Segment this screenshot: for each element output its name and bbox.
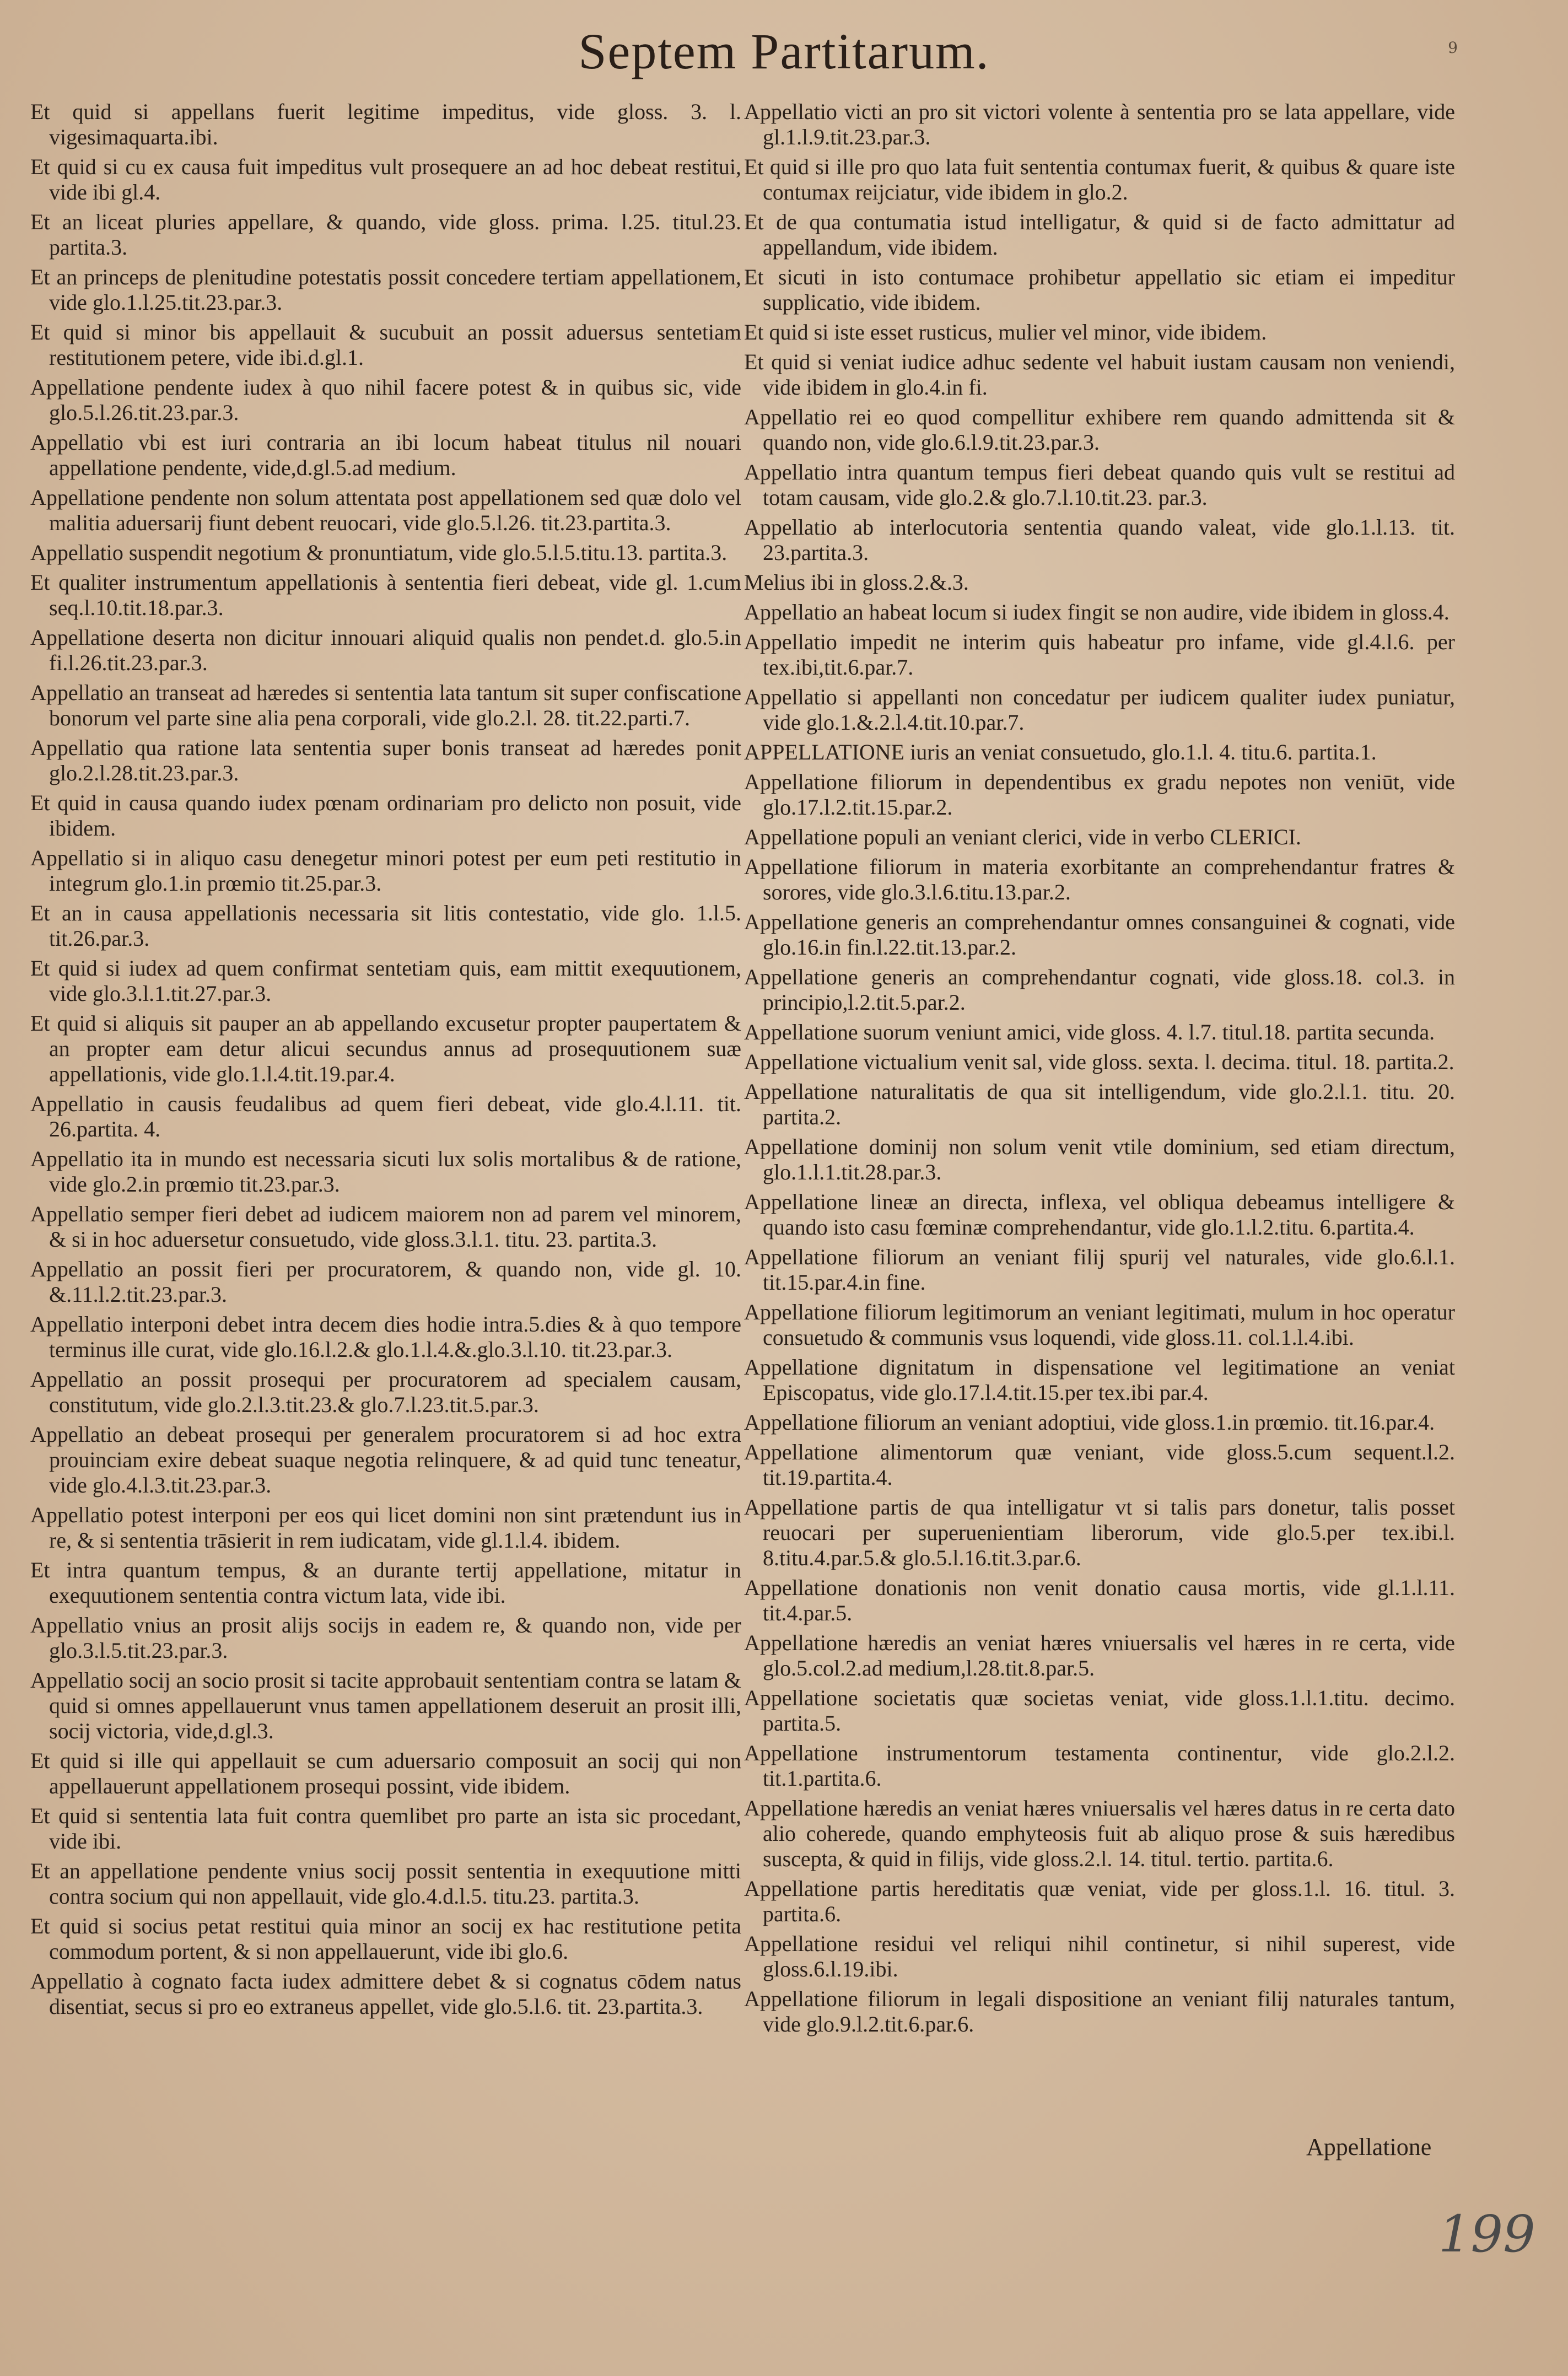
index-entry: Appellatione hæredis an veniat hæres vniuersalis vel hæres datus in re certa dato alio coherede, quando emphyteosis fuit ab aliquo prose & suis hæredibus suscepta, & quid in filijs, vide gloss.2.l. 14. titul. tertio. partita.6.: [744, 1796, 1455, 1871]
index-entry: Appellatione suorum veniunt amici, vide gloss. 4. l.7. titul.18. partita secunda.: [744, 1020, 1435, 1044]
index-entry: Et sicuti in isto contumace prohibetur appellatio sic etiam ei impeditur supplicatio, vide ibidem.: [744, 265, 1455, 315]
index-entry: Appellatio socij an socio prosit si tacite approbauit sententiam contra se latam & quid si omnes appellauerunt vnus tamen appellationem deseruit an prosit illi, socij victoria, vide,d.gl.3.: [30, 1668, 741, 1743]
index-entry: Et quid si ille qui appellauit se cum aduersario composuit an socij qui non appellauerunt appellationem prosequi possint, vide ibidem.: [30, 1748, 741, 1798]
index-entry: Appellatione societatis quæ societas veniat, vide gloss.1.l.1.titu. decimo. partita.5.: [744, 1685, 1455, 1736]
index-entry: Appellatio potest interponi per eos qui licet domini non sint prætendunt ius in re, & si sententia trāsierit in rem iudicatam, vide gl.1.l.4. ibidem.: [30, 1502, 741, 1553]
index-entry: Et quid si cu ex causa fuit impeditus vult prosequere an ad hoc debeat restitui, vide ibi gl.4.: [30, 154, 741, 204]
index-entry: Appellatio vbi est iuri contraria an ibi locum habeat titulus nil nouari appellatione pendente, vide,d.gl.5.ad medium.: [30, 430, 741, 480]
catchword: Appellatione: [1306, 2133, 1432, 2161]
index-entry: Appellatione filiorum in materia exorbitante an comprehendantur fratres & sorores, vide glo.3.l.6.titu.13.par.2.: [744, 854, 1455, 904]
index-entry: Et quid si sententia lata fuit contra quemlibet pro parte an ista sic procedant, vide ibi.: [30, 1803, 741, 1854]
index-entry: Appellatio semper fieri debet ad iudicem maiorem non ad parem vel minorem, & si in hoc aduersetur consuetudo, vide gloss.3.l.1. titu. 23. partita.3.: [30, 1202, 741, 1252]
index-entry: Appellatio an habeat locum si iudex fingit se non audire, vide ibidem in gloss.4.: [744, 600, 1450, 624]
index-entry: Appellatione lineæ an directa, inflexa, vel obliqua debeamus intelligere & quando isto casu fœminæ comprehendantur, vide glo.1.l.2.titu. 6.partita.4.: [744, 1189, 1455, 1240]
index-entry: Appellatio qua ratione lata sententia super bonis transeat ad hæredes ponit glo.2.l.28.tit.23.par.3.: [30, 735, 741, 785]
index-entry: Appellatione filiorum legitimorum an veniant legitimati, mulum in hoc operatur consuetudo & communis vsus loquendi, vide gloss.11. col.1.l.4.ibi.: [744, 1300, 1455, 1350]
index-entry: Appellatione filiorum an veniant adoptiui, vide gloss.1.in prœmio. tit.16.par.4.: [744, 1410, 1435, 1435]
index-entry: Appellatio an transeat ad hæredes si sententia lata tantum sit super confiscatione bonorum vel parte sine alia pena corporali, vide glo.2.l. 28. tit.22.parti.7.: [30, 680, 741, 730]
page-title: Septem Partitarum.: [578, 23, 990, 79]
index-entry: Appellatio si in aliquo casu denegetur minori potest per eum peti restitutio in integrum glo.1.in prœmio tit.25.par.3.: [30, 845, 741, 896]
index-entry: Appellatio an possit prosequi per procuratorem ad specialem causam, constitutum, vide glo.2.l.3.tit.23.& glo.7.l.23.tit.5.par.3.: [30, 1367, 741, 1417]
index-entry: Et quid si iste esset rusticus, mulier vel minor, vide ibidem.: [744, 320, 1267, 344]
right-column: [744, 99, 1455, 2041]
index-entry: Et an appellatione pendente vnius socij possit sententia in exequutione mitti contra socium qui non appellauit, vide glo.4.d.l.5. titu.23. partita.3.: [30, 1858, 741, 1909]
index-entry: Appellatione dignitatum in dispensatione vel legitimatione an veniat Episcopatus, vide glo.17.l.4.tit.15.per tex.ibi par.4.: [744, 1355, 1455, 1405]
index-entry: Appellatio à cognato facta iudex admittere debet & si cognatus cōdem natus disentiat, secus si pro eo extraneus appellet, vide glo.5.l.6. tit. 23.partita.3.: [30, 1969, 741, 2019]
index-entry: Et an liceat pluries appellare, & quando, vide gloss. prima. l.25. titul.23. partita.3.: [30, 209, 741, 260]
index-entry: Appellatione populi an veniant clerici, vide in verbo CLERICI.: [744, 825, 1301, 849]
index-entry: Appellatione pendente non solum attentata post appellationem sed quæ dolo vel malitia aduersarij fiunt debent reuocari, vide glo.5.l.26. tit.23.partita.3.: [30, 485, 741, 535]
index-entry: Et quid si socius petat restitui quia minor an socij ex hac restitutione petita commodum portent, & si non appellauerunt, vide ibi glo.6.: [30, 1914, 741, 1964]
index-entry: Et quid si aliquis sit pauper an ab appellando excusetur propter paupertatem & an propter eam detur alicui secundus annus ad prosequutionem suæ appellationis, vide glo.1.l.4.tit.19.par.4.: [30, 1011, 741, 1086]
folio-number: 199: [1438, 2205, 1535, 2264]
index-entry: Et quid si iudex ad quem confirmat sentetiam quis, eam mittit exequutionem, vide glo.3.l.1.tit.27.par.3.: [30, 956, 741, 1006]
index-entry: Appellatione instrumentorum testamenta continentur, vide glo.2.l.2. tit.1.partita.6.: [744, 1741, 1455, 1791]
index-entry: Et quid si veniat iudice adhuc sedente vel habuit iustam causam non veniendi, vide ibidem in glo.4.in fi.: [744, 349, 1455, 400]
left-column: [30, 99, 741, 2024]
index-entry: Appellatione generis an comprehendantur cognati, vide gloss.18. col.3. in principio,l.2.tit.5.par.2.: [744, 965, 1455, 1015]
index-entry: Appellatio impedit ne interim quis habeatur pro infame, vide gl.4.l.6. per tex.ibi,tit.6.par.7.: [744, 629, 1455, 680]
index-entry: Et an in causa appellationis necessaria sit litis contestatio, vide glo. 1.l.5. tit.26.par.3.: [30, 901, 741, 951]
index-entry: Appellatio an debeat prosequi per generalem procuratorem si ad hoc extra prouinciam exire debeat suaque negotia relinquere, & ad quid tunc teneatur, vide glo.4.l.3.tit.23.par.3.: [30, 1422, 741, 1497]
index-entry: Appellatione pendente iudex à quo nihil facere potest & in quibus sic, vide glo.5.l.26.tit.23.par.3.: [30, 375, 741, 425]
index-entry: Et quid si ille pro quo lata fuit sententia contumax fuerit, & quibus & quare iste contumax reijciatur, vide ibidem in glo.2.: [744, 154, 1455, 204]
index-entry: Appellatione generis an comprehendantur omnes consanguinei & cognati, vide glo.16.in fin.l.22.tit.13.par.2.: [744, 909, 1455, 960]
index-entry: Et an princeps de plenitudine potestatis possit concedere tertiam appellationem, vide glo.1.l.25.tit.23.par.3.: [30, 265, 741, 315]
index-entry: Melius ibi in gloss.2.&.3.: [744, 570, 969, 595]
index-entry: Appellatione naturalitatis de qua sit intelligendum, vide glo.2.l.1. titu. 20. partita.2.: [744, 1079, 1455, 1129]
index-entry: Appellatio ita in mundo est necessaria sicuti lux solis mortalibus & de ratione, vide glo.2.in prœmio tit.23.par.3.: [30, 1146, 741, 1197]
index-entry: Appellatione donationis non venit donatio causa mortis, vide gl.1.l.11. tit.4.par.5.: [744, 1575, 1455, 1625]
index-entry: Et qualiter instrumentum appellationis à sententia fieri debeat, vide gl. 1.cum seq.l.10.tit.18.par.3.: [30, 570, 741, 620]
index-entry: Appellatione partis de qua intelligatur vt si talis pars donetur, talis posset reuocari per superuenientiam liberorum, vide glo.5.per tex.ibi.l. 8.titu.4.par.5.& glo.5.l.16.tit.3.par.6.: [744, 1495, 1455, 1570]
index-entry: Et quid si appellans fuerit legitime impeditus, vide gloss. 3. l. vigesimaquarta.ibi.: [30, 99, 741, 149]
index-entry: Appellatione hæredis an veniat hæres vniuersalis vel hæres in re certa, vide glo.5.col.2.ad medium,l.28.tit.8.par.5.: [744, 1630, 1455, 1680]
index-entry: Appellatione filiorum in dependentibus ex gradu nepotes non veniūt, vide glo.17.l.2.tit.15.par.2.: [744, 769, 1455, 820]
index-entry: Et de qua contumatia istud intelligatur, & quid si de facto admittatur ad appellandum, vide ibidem.: [744, 209, 1455, 260]
index-entry: Appellatione dominij non solum venit vtile dominium, sed etiam directum, glo.1.l.1.tit.28.par.3.: [744, 1134, 1455, 1184]
index-entry: APPELLATIONE iuris an veniat consuetudo, glo.1.l. 4. titu.6. partita.1.: [744, 740, 1377, 764]
index-entry: Appellatione victualium venit sal, vide gloss. sexta. l. decima. titul. 18. partita.2.: [744, 1049, 1454, 1074]
index-entry: Appellatio vnius an prosit alijs socijs in eadem re, & quando non, vide per glo.3.l.5.tit.23.par.3.: [30, 1613, 741, 1663]
index-entry: Et quid in causa quando iudex pœnam ordinariam pro delicto non posuit, vide ibidem.: [30, 790, 741, 841]
index-entry: Appellatio in causis feudalibus ad quem fieri debeat, vide glo.4.l.11. tit. 26.partita. 4.: [30, 1091, 741, 1141]
index-entry: Appellatio interponi debet intra decem dies hodie intra.5.dies & à quo tempore terminus ille curat, vide glo.16.l.2.& glo.1.l.4.&.glo.3.l.10. tit.23.par.3.: [30, 1312, 741, 1362]
index-entry: Appellatio suspendit negotium & pronuntiatum, vide glo.5.l.5.titu.13. partita.3.: [30, 540, 728, 565]
index-entry: Appellatio rei eo quod compellitur exhibere rem quando admittenda sit & quando non, vide glo.6.l.9.tit.23.par.3.: [744, 405, 1455, 455]
corner-mark: 9: [1448, 39, 1458, 57]
index-entry: Appellatione filiorum an veniant filij spurij vel naturales, vide glo.6.l.1. tit.15.par.4.in fine.: [744, 1244, 1455, 1295]
index-entry: Appellatione filiorum in legali dispositione an veniant filij naturales tantum, vide glo.9.l.2.tit.6.par.6.: [744, 1986, 1455, 2036]
index-entry: Appellatione partis hereditatis quæ veniat, vide per gloss.1.l. 16. titul. 3. partita.6.: [744, 1876, 1455, 1926]
index-entry: Appellatione residui vel reliqui nihil continetur, si nihil superest, vide gloss.6.l.19.ibi.: [744, 1931, 1455, 1981]
index-entry: Appellatio an possit fieri per procuratorem, & quando non, vide gl. 10. &.11.l.2.tit.23.par.3.: [30, 1257, 741, 1307]
index-entry: Appellatione alimentorum quæ veniant, vide gloss.5.cum sequent.l.2. tit.19.partita.4.: [744, 1440, 1455, 1490]
index-entry: Appellatio ab interlocutoria sententia quando valeat, vide glo.1.l.13. tit. 23.partita.3.: [744, 515, 1455, 565]
index-entry: Appellatio si appellanti non concedatur per iudicem qualiter iudex puniatur, vide glo.1.&.2.l.4.tit.10.par.7.: [744, 685, 1455, 735]
index-entry: Appellatio victi an pro sit victori volente à sententia pro se lata appellare, vide gl.1.l.9.tit.23.par.3.: [744, 99, 1455, 149]
index-entry: Appellatio intra quantum tempus fieri debeat quando quis vult se restitui ad totam causam, vide glo.2.& glo.7.l.10.tit.23. par.3.: [744, 460, 1455, 510]
index-entry: Et intra quantum tempus, & an durante tertij appellatione, mitatur in exequutionem sententia contra victum lata, vide ibi.: [30, 1558, 741, 1608]
index-entry: Et quid si minor bis appellauit & sucubuit an possit aduersus sentetiam restitutionem petere, vide ibi.d.gl.1.: [30, 320, 741, 370]
index-entry: Appellatione deserta non dicitur innouari aliquid qualis non pendet.d. glo.5.in fi.l.26.tit.23.par.3.: [30, 625, 741, 675]
